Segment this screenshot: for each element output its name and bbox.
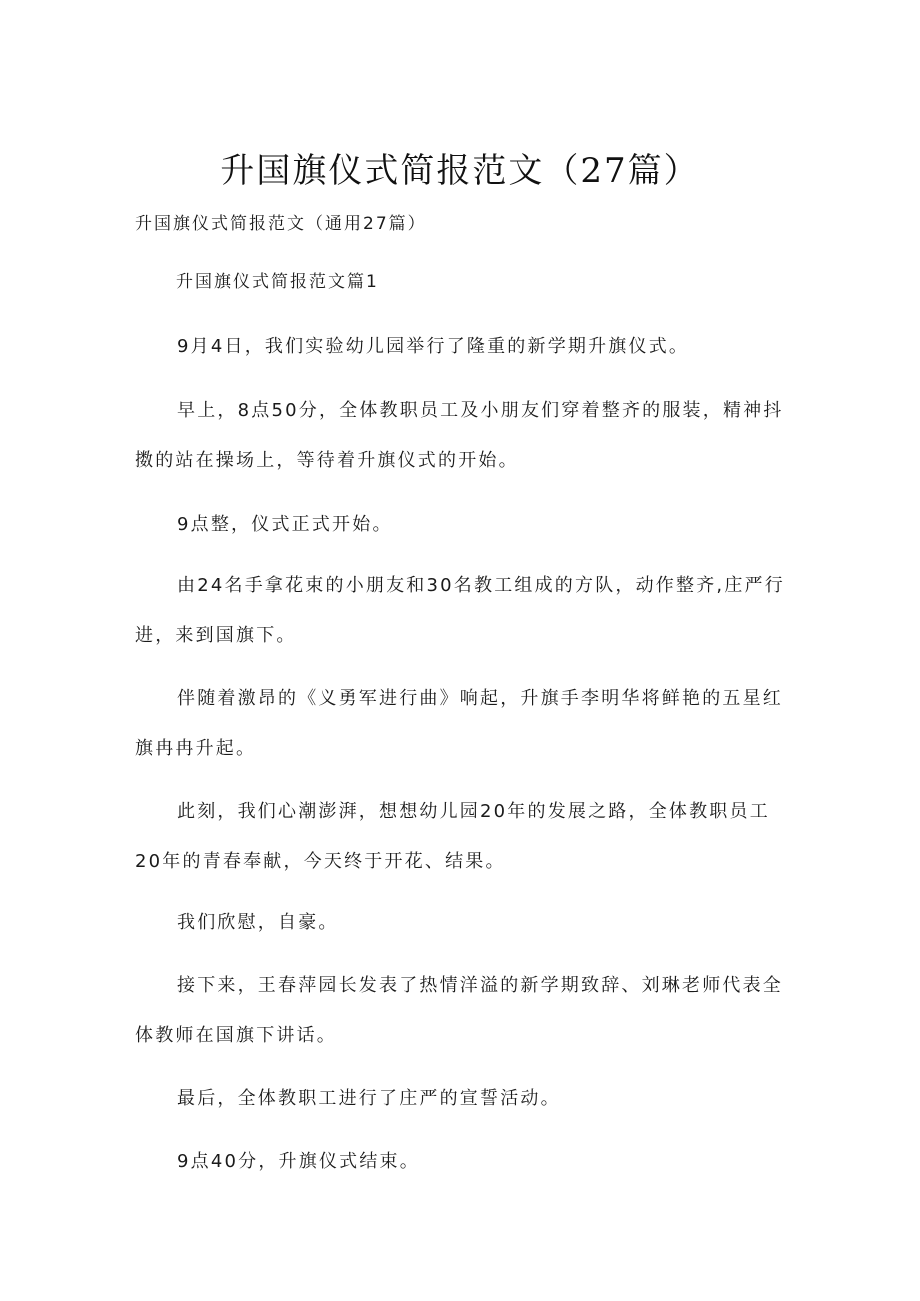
paragraph: 接下来，王春萍园长发表了热情洋溢的新学期致辞、刘琳老师代表全体教师在国旗下讲话。 [135, 975, 783, 1046]
paragraph: 由24名手拿花束的小朋友和30名教工组成的方队，动作整齐,庄严行进，来到国旗下。 [135, 575, 785, 646]
paragraph: 我们欣慰，自豪。 [177, 912, 339, 933]
paragraph: 伴随着激昂的《义勇军进行曲》响起，升旗手李明华将鲜艳的五星红旗冉冉升起。 [135, 688, 783, 759]
paragraph: 9点整，仪式正式开始。 [177, 514, 393, 535]
paragraph: 此刻，我们心潮澎湃，想想幼儿园20年的发展之路，全体教职员工20年的青春奉献，今天终于开花、结果。 [135, 801, 770, 872]
paragraph: 9点40分，升旗仪式结束。 [177, 1151, 420, 1172]
paragraph: 9月4日，我们实验幼儿园举行了隆重的新学期升旗仪式。 [177, 336, 690, 357]
paragraph: 最后，全体教职工进行了庄严的宣誓活动。 [177, 1088, 561, 1109]
document-title: 升国旗仪式简报范文（27篇） [220, 151, 700, 191]
paragraph: 早上，8点50分，全体教职员工及小朋友们穿着整齐的服装，精神抖擞的站在操场上，等待着升旗仪式的开始。 [135, 400, 784, 471]
document-subtitle: 升国旗仪式简报范文（通用27篇） [135, 214, 427, 234]
section-heading: 升国旗仪式简报范文篇1 [176, 272, 379, 292]
